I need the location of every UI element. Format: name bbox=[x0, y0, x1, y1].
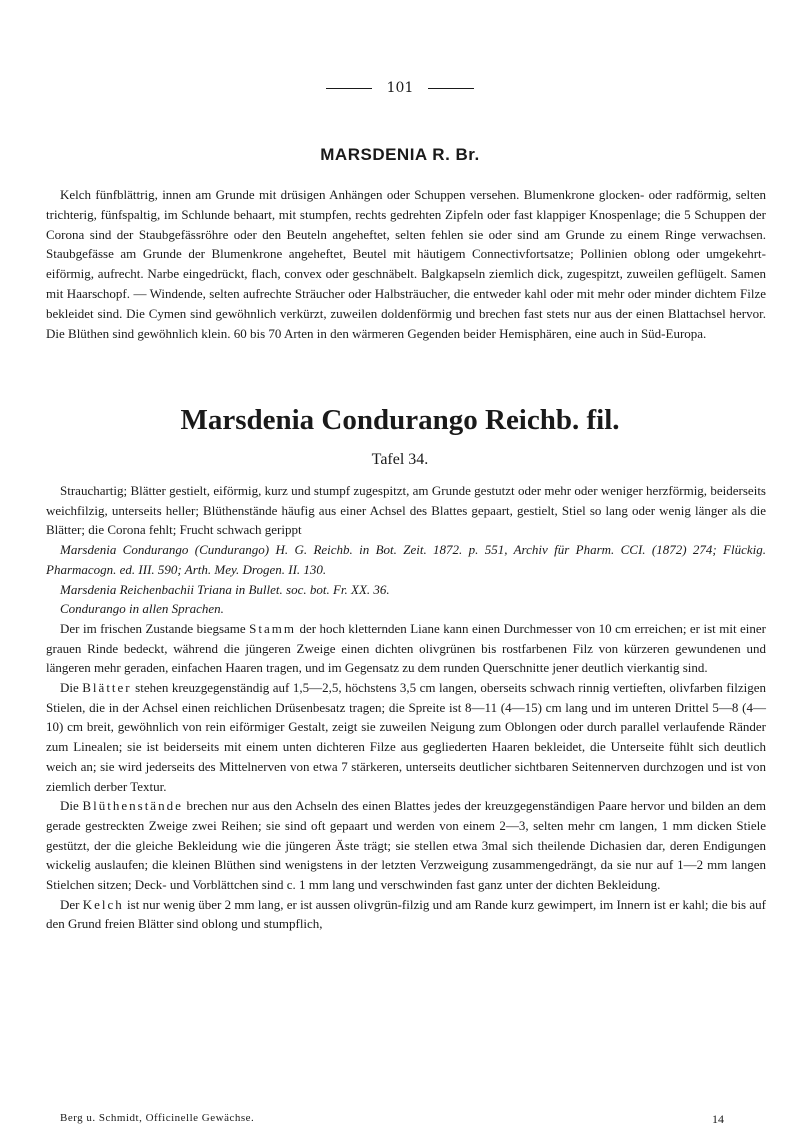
stamm-keyword: Stamm bbox=[249, 620, 297, 636]
paragraph-kelch bbox=[46, 895, 766, 934]
blaetter-keyword: Blätter bbox=[82, 680, 132, 696]
header-rule-left bbox=[326, 88, 372, 89]
reference-condurango: Marsdenia Condurango (Cundurango) H. G. Reichb. in Bot. Zeit. 1872. p. 551, Archiv für Pharm. CCI. (1872) 274; Flückig. Pharmacogn. ed. III. 590; Arth. Mey. Drogen. II. 130. bbox=[46, 542, 766, 577]
plate-number: Tafel 34. bbox=[371, 451, 429, 468]
kelch-lead: Der bbox=[60, 896, 83, 912]
paragraph-blaetter bbox=[46, 678, 766, 796]
footer-signature: 14 bbox=[712, 1112, 724, 1126]
bluethen-text: brechen nur aus den Achseln des einen Blattes jedes der kreuzgegenständigen Paare hervor und bilden an dem gerade gestreckten Zweige zwei Reihen; sie sind oft gepaart und werden von einem 2—3, selten mehr cm langen, 1 mm dicken Stiele gestützt, der die gleiche Bekleidung wie die jüngeren Äste trägt; sie stellen etwa 3mal sich theilende Dichasien dar, deren Endigungen wickelig auslaufen; die kleinen Blüthen sind wenigstens in der letzten Verzweigung zusammengedrängt, da sie nur auf 1—2 mm langen Stielchen sitzen; Deck- und Vorblättchen sind c. 1 mm lang und verschwinden fast ganz unter der dichten Bekleidung. bbox=[46, 798, 766, 893]
kelch-text: ist nur wenig über 2 mm lang, er ist aussen olivgrün-filzig und am Rande kurz gewimpert, im Innern ist er kahl; die bis auf den Grund freien Blätter sind oblong und stumpflich, bbox=[46, 896, 766, 932]
page-footer bbox=[60, 1112, 760, 1124]
species-body bbox=[46, 481, 766, 934]
stamm-lead: Der im frischen Zustande biegsame bbox=[60, 620, 250, 636]
page-number: 101 bbox=[386, 80, 414, 96]
species-diagnosis: Strauchartig; Blätter gestielt, eiförmig, kurz und stumpf zugespitzt, am Grunde gestutzt oder mehr oder weniger herzförmig, beiderseits weichfilzig, unterseits heller; Blüthenstände häufig aus einer Achsel des Blattes gepaart, gestielt, Stiel so lang oder wenig länger als die Blätter; die Corona fehlt; Frucht schwach gerippt bbox=[46, 483, 766, 538]
bluethen-keyword: Blüthenstände bbox=[82, 798, 183, 814]
genus-title: MARSDENIA R. Br. bbox=[320, 145, 480, 164]
vernacular-text: Condurango in allen Sprachen. bbox=[60, 601, 224, 617]
stamm-text: der hoch kletternden Liane kann einen Durchmesser von 10 cm erreichen; er ist mit einer grauen Rinde bedeckt, während die jüngeren Zweige einen dichten olivgrünen bis rostfarbenen Filz von kürzeren gewundenen und längeren mehr geraden, einfachen Haaren tragen, und im Gegensatz zu dem runden Querschnitte jener deutlich vierkantig sind. bbox=[46, 620, 766, 676]
vernacular-name bbox=[46, 599, 766, 619]
footer-source: Berg u. Schmidt, Officinelle Gewächse. bbox=[60, 1112, 255, 1124]
genus-description: Kelch fünfblättrig, innen am Grunde mit drüsigen Anhängen oder Schuppen versehen. Blumenkrone glocken- oder radförmig, selten trichterig, fünfspaltig, im Schlunde behaart, mit stumpfen, rechts gedrehten Zipfeln oder fast klappiger Knospenlage; die 5 Schuppen der Corona sind der Staubgefässröhre oder den Beuteln angeheftet, selten fehlen sie oder sind am Grunde zu einem Ringe verwachsen. Staubgefässe am Grunde der Blumenkrone angeheftet, Beutel mit häutigem Connectivfortsatze; Pollinien oblong oder umgekehrt-eiförmig, aufrecht. Narbe eingedrückt, flach, convex oder geschnäbelt. Balgkapseln ziemlich dick, zugespitzt, zuweilen geflügelt. Samen mit Haarschopf. — Windende, selten aufrechte Sträucher oder Halbsträucher, die entweder kahl oder mit mehr oder minder dichtem Filze bekleidet sind. Die Cymen sind gewöhnlich verkürzt, zuweilen doldenförmig und brechen fast stets nur aus der einen Blattachsel hervor. Die Blüthen sind gewöhnlich klein. 60 bis 70 Arten in den wärmeren Gegenden beider Hemisphären, eine auch in Süd-Europa. bbox=[46, 187, 766, 341]
reference-reichenbachii: Marsdenia Reichenbachii Triana in Bullet. soc. bot. Fr. XX. 36. bbox=[60, 581, 390, 597]
kelch-keyword: Kelch bbox=[82, 896, 124, 912]
page-header bbox=[0, 80, 800, 96]
bluethen-lead: Die bbox=[60, 798, 83, 814]
paragraph-stamm bbox=[46, 619, 766, 678]
paragraph-bluethenstaende bbox=[46, 796, 766, 895]
species-title: Marsdenia Condurango Reichb. fil. bbox=[180, 404, 620, 436]
blaetter-lead: Die bbox=[60, 680, 83, 696]
header-rule-right bbox=[428, 88, 474, 89]
blaetter-text: stehen kreuzgegenständig auf 1,5—2,5, höchstens 3,5 cm langen, oberseits schwach rinnig vertieften, olivfarben filzigen Stielen, die in der Achsel einen reichlichen Drüsenbesatz tragen; die Spreite ist 8—11 (4—15) cm lang und im unteren Drittel 5—8 (4—10) cm breit, gewöhnlich von rein eiförmiger Gestalt, zeigt sie zuweilen Neigung zum Oblongen oder durch parallel verlaufende Ränder zum Linealen; sie ist beiderseits mit einem unten dichteren Filze aus gegliederten Haaren bekleidet, die Unterseite fühlt sich deutlich weich an; sie wird jederseits des Mittelnerven von etwa 7 stärkeren, unterseits deutlicher sichtbaren Seitennerven durchzogen und ist von ziemlich derber Textur. bbox=[46, 680, 766, 794]
